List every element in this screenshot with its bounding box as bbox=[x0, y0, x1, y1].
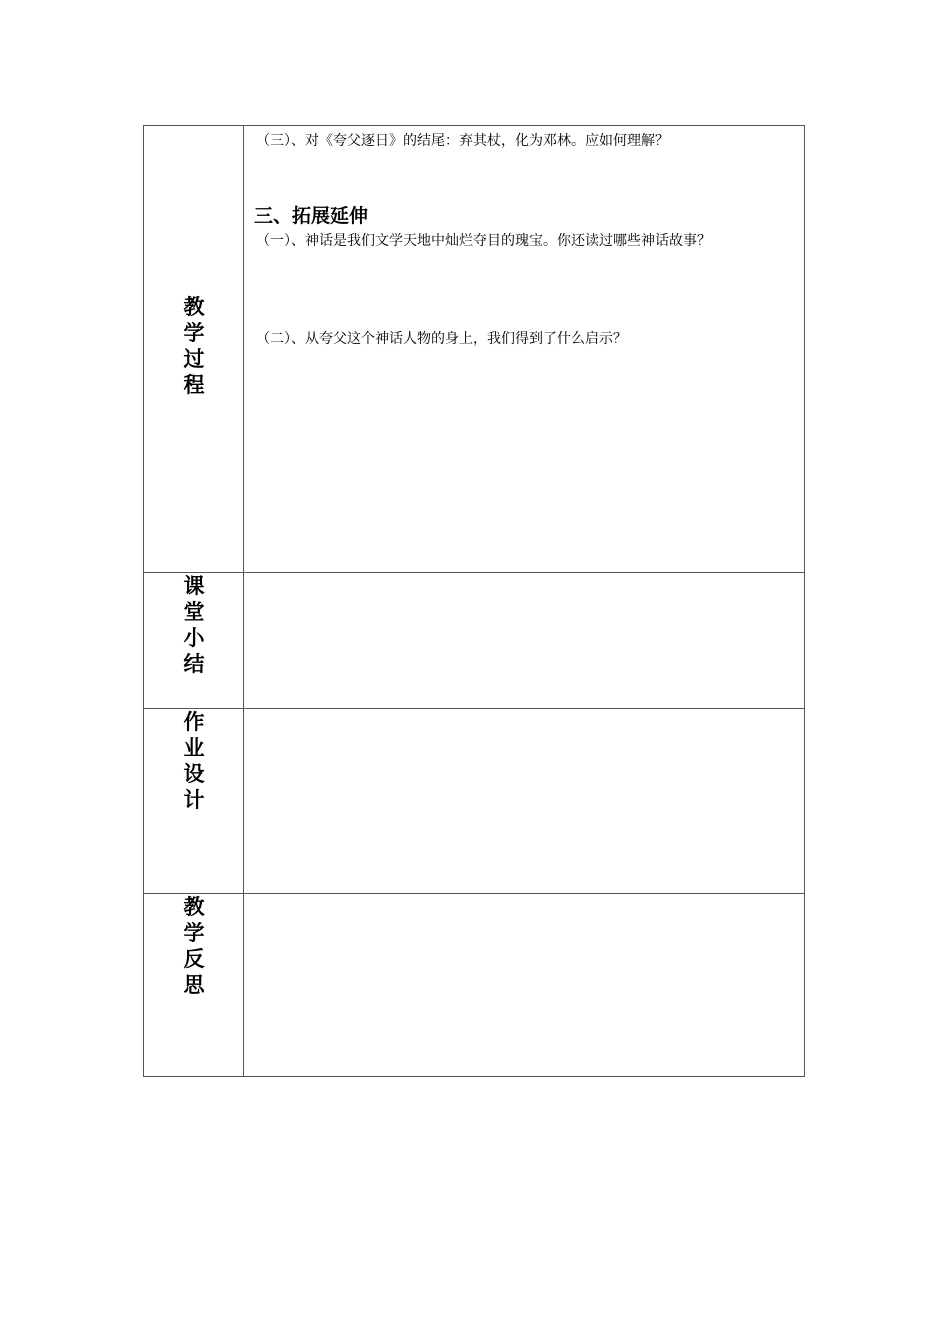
homework-design-label: 作 业 设 计 bbox=[183, 710, 205, 812]
lesson-plan-table bbox=[143, 125, 805, 1077]
extension-question-one: （一）、神话是我们文学天地中灿烂夺目的瑰宝。你还读过哪些神话故事？ bbox=[256, 233, 711, 249]
extension-question-two: （二）、从夸父这个神话人物的身上，我们得到了什么启示？ bbox=[256, 331, 627, 347]
teaching-process-row bbox=[144, 126, 804, 572]
teaching-reflection-label: 教 学 反 思 bbox=[183, 895, 205, 997]
homework-design-label-cell bbox=[144, 709, 244, 893]
homework-design-row bbox=[144, 708, 804, 893]
teaching-reflection-content bbox=[244, 894, 804, 1076]
class-summary-row bbox=[144, 572, 804, 708]
extension-heading: 三、拓展延伸 bbox=[254, 205, 369, 227]
teaching-reflection-label-cell bbox=[144, 894, 244, 1076]
teaching-reflection-row bbox=[144, 893, 804, 1076]
class-summary-label-cell bbox=[144, 573, 244, 708]
teaching-process-label-cell bbox=[144, 126, 244, 572]
class-summary-content bbox=[244, 573, 804, 708]
question-three-text: （三）、对《夸父逐日》的结尾：弃其杖，化为邓林。应如何理解？ bbox=[256, 133, 669, 149]
teaching-process-label: 教 学 过 程 bbox=[183, 295, 205, 397]
homework-design-content bbox=[244, 709, 804, 893]
class-summary-label: 课 堂 小 结 bbox=[183, 574, 205, 676]
teaching-process-content bbox=[244, 126, 804, 572]
